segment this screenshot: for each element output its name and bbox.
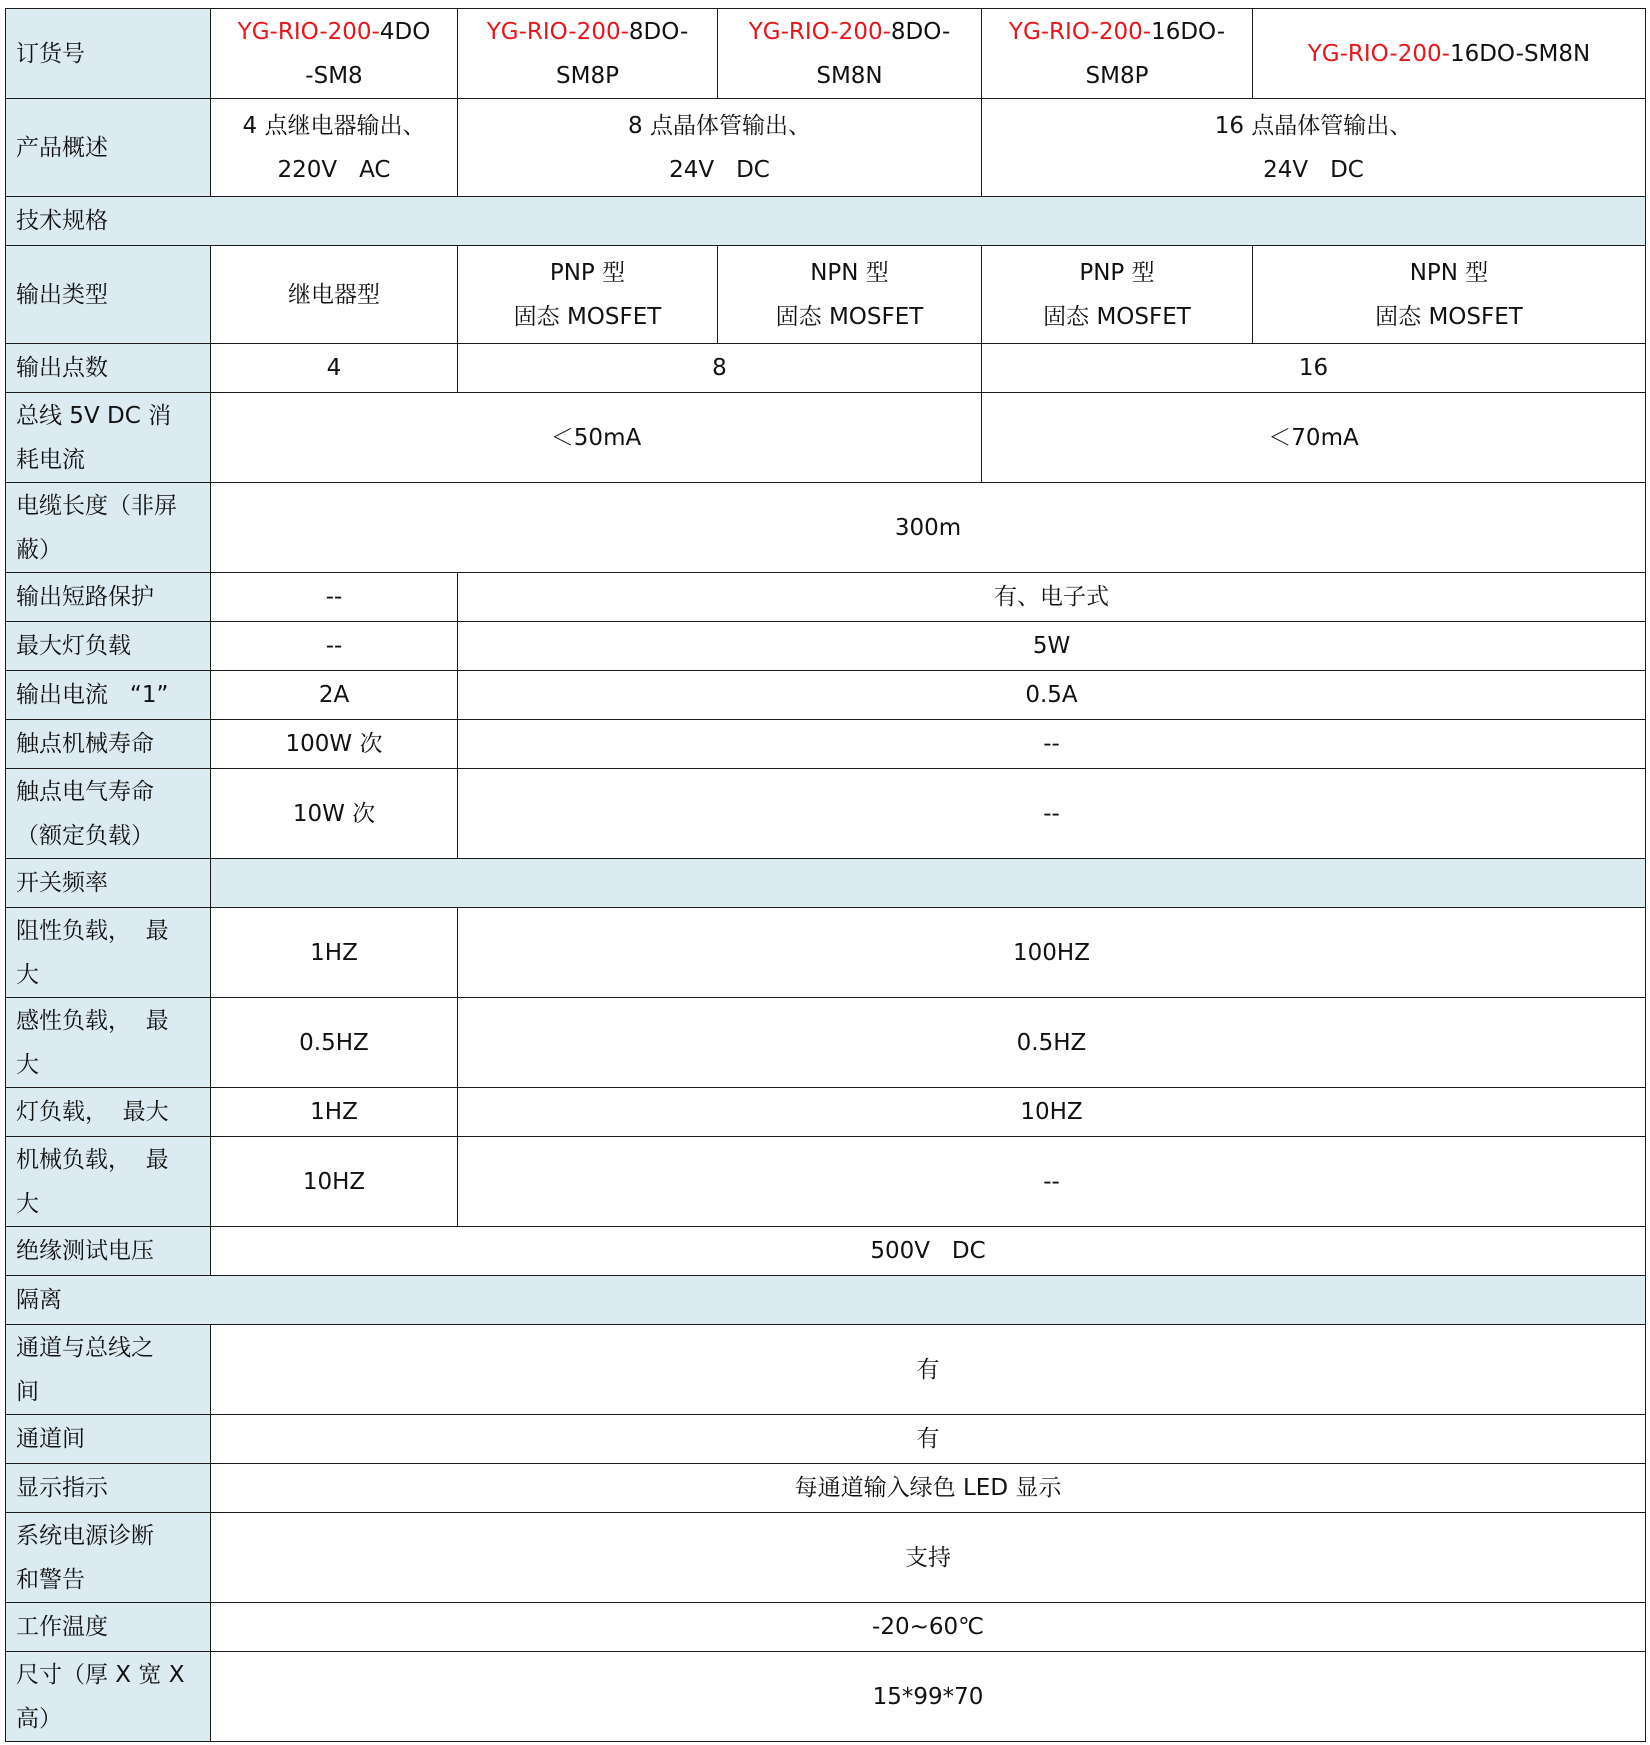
section-title: 开关频率 [6, 859, 211, 908]
row-label: 尺寸（厚 X 宽 X 高） [6, 1652, 211, 1742]
row-label: 输出类型 [6, 246, 211, 344]
row-label: 机械负载， 最 大 [6, 1137, 211, 1227]
section-fill [211, 859, 1646, 908]
value-cell: 300m [211, 483, 1646, 573]
value-cell: 1HZ [211, 1088, 458, 1137]
row-label: 输出点数 [6, 344, 211, 393]
row-label: 显示指示 [6, 1464, 211, 1513]
model-cell: YG-RIO-200-16DO-SM8N [1253, 9, 1646, 99]
channel-channel-row [6, 1415, 1646, 1464]
row-label: 输出短路保护 [6, 573, 211, 622]
value-cell: 10W 次 [211, 769, 458, 859]
model-cell: YG-RIO-200-16DO- SM8P [982, 9, 1253, 99]
cable-length-row [6, 483, 1646, 573]
value-cell: 每通道输入绿色 LED 显示 [211, 1464, 1646, 1513]
spec-table [5, 8, 1646, 1742]
value-cell: -- [458, 1137, 1646, 1227]
value-cell: 500V DC [211, 1227, 1646, 1276]
value-cell: -- [211, 622, 458, 671]
electrical-life-row [6, 769, 1646, 859]
row-label: 绝缘测试电压 [6, 1227, 211, 1276]
row-label: 系统电源诊断 和警告 [6, 1513, 211, 1603]
row-label: 工作温度 [6, 1603, 211, 1652]
row-label: 通道与总线之 间 [6, 1325, 211, 1415]
value-cell: -- [458, 769, 1646, 859]
lamp-load-row [6, 1088, 1646, 1137]
max-lamp-load-row [6, 622, 1646, 671]
display-row [6, 1464, 1646, 1513]
section-title: 隔离 [6, 1276, 1646, 1325]
section-tech-row [6, 197, 1646, 246]
output-type-cell: NPN 型 固态 MOSFET [1253, 246, 1646, 344]
row-label: 触点电气寿命 （额定负载） [6, 769, 211, 859]
value-cell: 有 [211, 1325, 1646, 1415]
row-label: 触点机械寿命 [6, 720, 211, 769]
row-label: 通道间 [6, 1415, 211, 1464]
value-cell: 有、电子式 [458, 573, 1646, 622]
value-cell: -- [458, 720, 1646, 769]
row-label: 最大灯负载 [6, 622, 211, 671]
row-label: 电缆长度（非屏 蔽） [6, 483, 211, 573]
value-cell: 16 [982, 344, 1646, 393]
order-number-label: 订货号 [6, 9, 211, 99]
resistive-load-row [6, 908, 1646, 998]
value-cell: 10HZ [458, 1088, 1646, 1137]
short-circuit-row [6, 573, 1646, 622]
temperature-row [6, 1603, 1646, 1652]
insulation-row [6, 1227, 1646, 1276]
mechanical-load-row [6, 1137, 1646, 1227]
output-type-cell: NPN 型 固态 MOSFET [718, 246, 982, 344]
overview-cell: 8 点晶体管输出、 24V DC [458, 99, 982, 197]
value-cell: 0.5HZ [211, 998, 458, 1088]
overview-cell: 16 点晶体管输出、 24V DC [982, 99, 1646, 197]
size-row [6, 1652, 1646, 1742]
value-cell: 4 [211, 344, 458, 393]
overview-label: 产品概述 [6, 99, 211, 197]
value-cell: 10HZ [211, 1137, 458, 1227]
row-label: 输出电流 “1” [6, 671, 211, 720]
mechanical-life-row [6, 720, 1646, 769]
value-cell: 1HZ [211, 908, 458, 998]
model-cell: YG-RIO-200-4DO -SM8 [211, 9, 458, 99]
value-cell: 15*99*70 [211, 1652, 1646, 1742]
row-label: 总线 5V DC 消 耗电流 [6, 393, 211, 483]
value-cell: ＜70mA [982, 393, 1646, 483]
bus-current-row [6, 393, 1646, 483]
section-title: 技术规格 [6, 197, 1646, 246]
overview-row [6, 99, 1646, 197]
value-cell: 有 [211, 1415, 1646, 1464]
value-cell: 8 [458, 344, 982, 393]
output-type-cell: PNP 型 固态 MOSFET [458, 246, 718, 344]
row-label: 阻性负载， 最 大 [6, 908, 211, 998]
row-label: 感性负载， 最 大 [6, 998, 211, 1088]
section-isolation-row [6, 1276, 1646, 1325]
value-cell: 100HZ [458, 908, 1646, 998]
output-points-row [6, 344, 1646, 393]
inductive-load-row [6, 998, 1646, 1088]
value-cell: 2A [211, 671, 458, 720]
value-cell: -- [211, 573, 458, 622]
channel-bus-row [6, 1325, 1646, 1415]
model-cell: YG-RIO-200-8DO- SM8N [718, 9, 982, 99]
output-type-cell: 继电器型 [211, 246, 458, 344]
diagnostics-row [6, 1513, 1646, 1603]
model-cell: YG-RIO-200-8DO- SM8P [458, 9, 718, 99]
output-type-row [6, 246, 1646, 344]
order-number-row [6, 9, 1646, 99]
row-label: 灯负载， 最大 [6, 1088, 211, 1137]
section-freq-row [6, 859, 1646, 908]
overview-cell: 4 点继电器输出、 220V AC [211, 99, 458, 197]
value-cell: -20~60℃ [211, 1603, 1646, 1652]
value-cell: 0.5HZ [458, 998, 1646, 1088]
output-type-cell: PNP 型 固态 MOSFET [982, 246, 1253, 344]
output-current-row [6, 671, 1646, 720]
value-cell: 5W [458, 622, 1646, 671]
value-cell: 100W 次 [211, 720, 458, 769]
value-cell: 支持 [211, 1513, 1646, 1603]
value-cell: 0.5A [458, 671, 1646, 720]
value-cell: ＜50mA [211, 393, 982, 483]
